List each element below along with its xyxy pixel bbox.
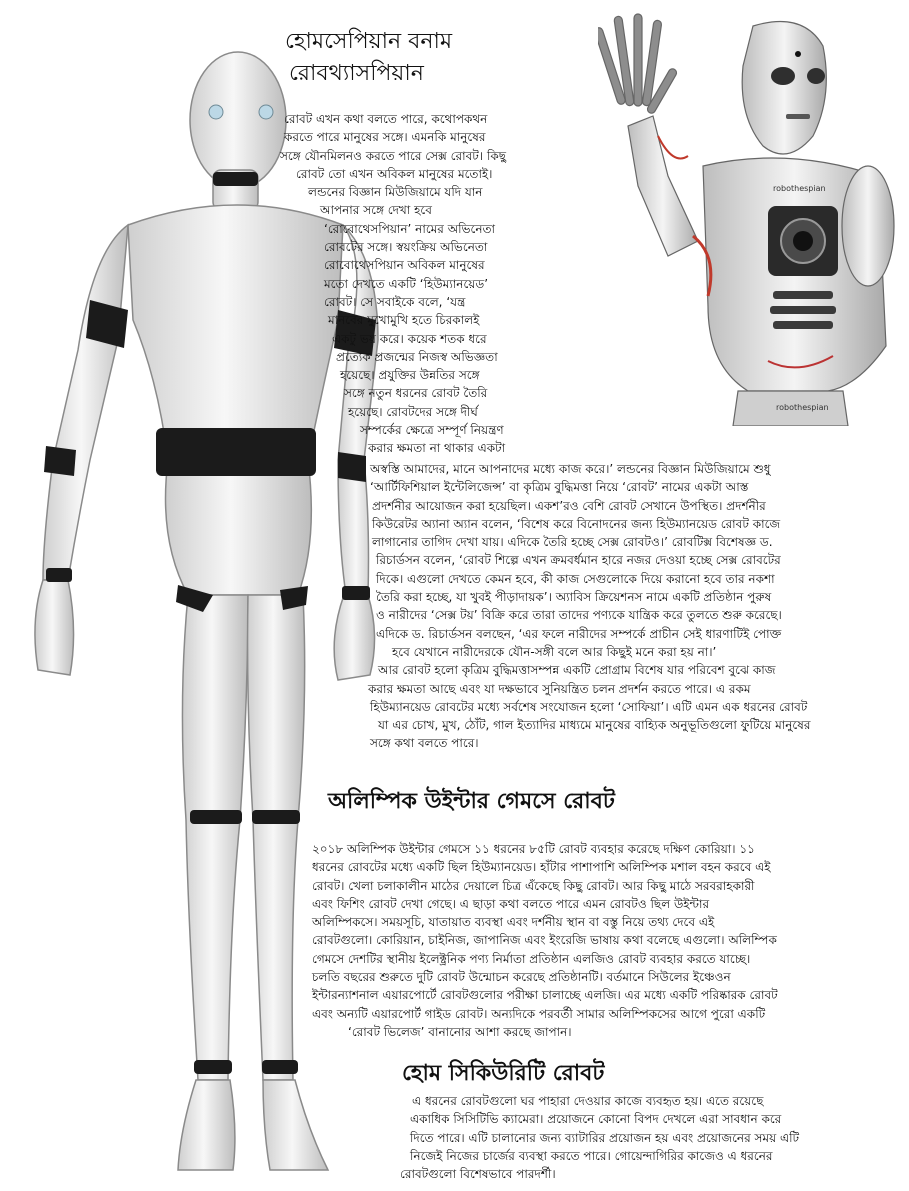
text-line: লাগানোর তাগিদ দেখা যায়। এদিকে তৈরি হচ্ছে সেক্স রোবটও।’ রোবটিক্স বিশেষজ্ঞ ড. xyxy=(372,535,773,550)
text-line: অস্বস্তি আমাদের, মানে আপনাদের মধ্যে কাজ করে।’ লন্ডনের বিজ্ঞান মিউজিয়ামে শুধু xyxy=(370,462,771,476)
home-security-heading: হোম সিকিউরিটি রোবট xyxy=(402,1061,605,1086)
article-title-line-1: হোমসেপিয়ান বনাম xyxy=(285,29,453,54)
robot-brand-label: robothespian xyxy=(773,184,826,193)
text-line: প্রদর্শনীর আয়োজন করা হয়েছিল। একশ’রও বেশি রোবট সেখানে উপস্থিত। প্রদর্শনীর xyxy=(372,498,766,513)
text-line: দিতে পারে। এটি চালানোর জন্য ব্যাটারির প্রয়োজন হয় এবং প্রয়োজনের সময় এটি xyxy=(410,1130,800,1145)
text-line: এদিকে ড. রিচার্ডসন বলছেন, ‘এর ফলে নারীদের সম্পর্কে প্রাচীন সেই ধারণাটিই পোক্ত xyxy=(376,626,782,641)
text-line: করতে পারে মানুষের সঙ্গে। এমনকি মানুষের xyxy=(284,130,486,145)
text-line: এবং ফিশিং রোবট দেখা গেছে। এ ছাড়া কথা বলতে পারে এমন রোবটও ছিল উইন্টার xyxy=(312,896,710,911)
text-line: রোবট এখন কথা বলতে পারে, কথোপকথন xyxy=(284,112,488,126)
text-line: যা এর চোখ, মুখ, ঠোঁট, গাল ইত্যাদির মাধ্যমে মানুষের বাহ্যিক অনুভূতিগুলো ফুটিয়ে মানুষের xyxy=(378,718,811,733)
text-line: হয়েছে। রোবটদের সঙ্গে দীর্ঘ xyxy=(348,404,478,419)
text-line: সম্পর্কের ক্ষেত্রে সম্পূর্ণ নিয়ন্ত্রণ xyxy=(360,423,504,438)
intro-paragraph xyxy=(268,110,506,458)
text-line: কিউরেটর অ্যানা অ্যান বলেন, ‘বিশেষ করে বিনোদনের জন্য হিউম্যানয়েড রোবট কাজে xyxy=(372,516,781,531)
robot-brand-label-lower: robothespian xyxy=(776,403,829,412)
text-line: লন্ডনের বিজ্ঞান মিউজিয়ামে যদি যান xyxy=(308,185,483,200)
text-line: এবং অন্যটি এয়ারপোর্ট গাইড রোবট। অন্যদিকে পরবর্তী সামার অলিম্পিকসের আগে পুরো একটি xyxy=(312,1006,766,1021)
text-line: একটু ভয় করে। কয়েক শতক ধরে xyxy=(332,331,487,346)
text-line: করার ক্ষমতা আছে এবং যা দক্ষভাবে সুনিয়ন্ত্রিত চলন প্রদর্শন করতে পারে। এ রকম xyxy=(368,681,751,696)
text-line: ‘রোবোথেসপিয়ান’ নামের অভিনেতা xyxy=(324,221,495,236)
main-paragraph xyxy=(340,460,810,753)
text-line: রিচার্ডসন বলেন, ‘রোবট শিল্পে এখন ক্রমবর্ধমান হারে নজর দেওয়া হচ্ছে সেক্স রোবটের xyxy=(376,553,781,568)
text-line: করার ক্ষমতা না থাকার একটা xyxy=(368,441,506,456)
article-title-line-2: রোবথ্যাসপিয়ান xyxy=(289,61,424,86)
text-line: হিউম্যানয়েড রোবটের মধ্যে সর্বশেষ সংযোজন হলো ‘সোফিয়া’। এটি এমন এক ধরনের রোবট xyxy=(370,699,808,714)
text-line: ২০১৮ অলিম্পিক উইন্টার গেমসে ১১ ধরনের ৮৫টি রোবট ব্যবহার করেছে দক্ষিণ কোরিয়া। ১১ xyxy=(312,842,755,856)
text-line: রোবোথেসপিয়ান অবিকল মানুষের xyxy=(324,258,485,273)
text-line: এ ধরনের রোবটগুলো ঘর পাহারা দেওয়ার কাজে ব্যবহৃত হয়। এতে রয়েছে xyxy=(412,1094,764,1108)
text-line: চলতি বছরের শুরুতে দুটি রোবট উন্মোচন করেছে প্রতিষ্ঠানটি। বর্তমানে সিউলের ইঞ্চেওন xyxy=(312,970,731,985)
text-line: হয়েছে। প্রযুক্তির উন্নতির সঙ্গে xyxy=(340,368,480,383)
text-line: রোবটের সঙ্গে। স্বয়ংক্রিয় অভিনেতা xyxy=(324,240,488,255)
text-line: প্রত্যেক প্রজন্মের নিজস্ব অভিজ্ঞতা xyxy=(336,349,498,364)
text-line: রোবট। সে সবাইকে বলে, ‘যন্ত্র xyxy=(324,294,466,309)
olympic-paragraph xyxy=(312,840,778,1041)
text-line: ও নারীদের ‘সেক্স টয়’ বিক্রি করে তারা তাদের পণ্যকে যান্ত্রিক করে তুলতে শুরু করেছে। xyxy=(376,608,782,623)
text-line: আর রোবট হলো কৃত্রিম বুদ্ধিমত্তাসম্পন্ন একটি প্রোগ্রাম বিশেষ যার পরিবেশ বুঝে কাজ xyxy=(378,663,776,678)
text-line: রোবট। খেলা চলাকালীন মাঠের দেয়ালে চিত্র এঁকেছে কিছু রোবট। আর কিছু মাঠে সরবরাহকারী xyxy=(312,878,755,893)
text-line: ‘রোবট ভিলেজ’ বানানোর আশা করছে জাপান। xyxy=(348,1024,572,1039)
text-line: রোবটগুলো। কোরিয়ান, চাইনিজ, জাপানিজ এবং ইংরেজি ভাষায় কথা বলেছে এগুলো। অলিম্পিক xyxy=(312,933,777,948)
text-line: দিকে। এগুলো দেখতে কেমন হবে, কী কাজ সেগুলোকে দিয়ে করানো হবে তার নকশা xyxy=(376,571,775,586)
text-line: গেমসে দেশটির স্থানীয় ইলেক্ট্রনিক পণ্য নির্মাতা প্রতিষ্ঠান এলজিও রোবট ব্যবহার করতে যাচ্ছে। xyxy=(312,951,751,966)
olympic-section-heading: অলিম্পিক উইন্টার গেমসে রোবট xyxy=(328,789,615,814)
text-line: সঙ্গে কথা বলতে পারে। xyxy=(370,736,479,751)
robothespian-photo xyxy=(598,6,898,426)
text-line: ‘আর্টিফিশিয়াল ইন্টেলিজেন্স’ বা কৃত্রিম বুদ্ধিমত্তা নিয়ে ‘রোবট’ নামের একটা আস্ত xyxy=(370,480,749,495)
text-line: সঙ্গে যৌনমিলনও করতে পারে সেক্স রোবট। কিছু xyxy=(280,148,507,163)
text-line: ধরনের রোবটের মধ্যে একটি ছিল হিউম্যানয়েড। হাঁটার পাশাপাশি অলিম্পিক মশাল বহন করবে এই xyxy=(312,860,771,875)
text-line: সঙ্গে নতুন ধরনের রোবট তৈরি xyxy=(344,386,488,401)
text-line: ইন্টারন্যাশনাল এয়ারপোর্টে রোবটগুলোর পরীক্ষা চালাচ্ছে এলজি। এর মধ্যে একটি পরিষ্কারক রোবট xyxy=(312,988,778,1003)
article-title xyxy=(285,26,452,90)
text-line: মানবের মুখোমুখি হতে চিরকালই xyxy=(328,313,480,328)
home-security-paragraph xyxy=(400,1092,799,1183)
text-line: তৈরি করা হচ্ছে, যা খুবই পীড়াদায়ক’। অ্যাবিস ক্রিয়েশনস নামে একটি প্রতিষ্ঠান পুরুষ xyxy=(376,590,772,605)
text-line: অলিম্পিকসে। সময়সূচি, যাতায়াত ব্যবস্থা এবং দর্শনীয় স্থান বা বস্তু নিয়ে তথ্য দেবে এই xyxy=(312,915,715,930)
text-line: আপনার সঙ্গে দেখা হবে xyxy=(320,203,432,218)
text-line: নিজেই নিজের চার্জের ব্যবস্থা করতে পারে। গোয়েন্দাগিরির কাজেও এ ধরনের xyxy=(410,1148,773,1163)
text-line: হবে যেখানে নারীদেরকে যৌন-সঙ্গী বলে আর কিছুই মনে করা হয় না।’ xyxy=(392,644,717,659)
text-line: মতো দেখতে একটি ‘হিউম্যানয়েড’ xyxy=(324,276,489,291)
text-line: রোবটগুলো বিশেষভাবে পারদর্শী। xyxy=(400,1167,556,1182)
text-line: রোবট তো এখন অবিকল মানুষের মতোই। xyxy=(296,166,493,181)
text-line: একাধিক সিসিটিভি ক্যামেরা। প্রয়োজনে কোনো বিপদ দেখলে এরা সাবধান করে xyxy=(410,1112,782,1127)
